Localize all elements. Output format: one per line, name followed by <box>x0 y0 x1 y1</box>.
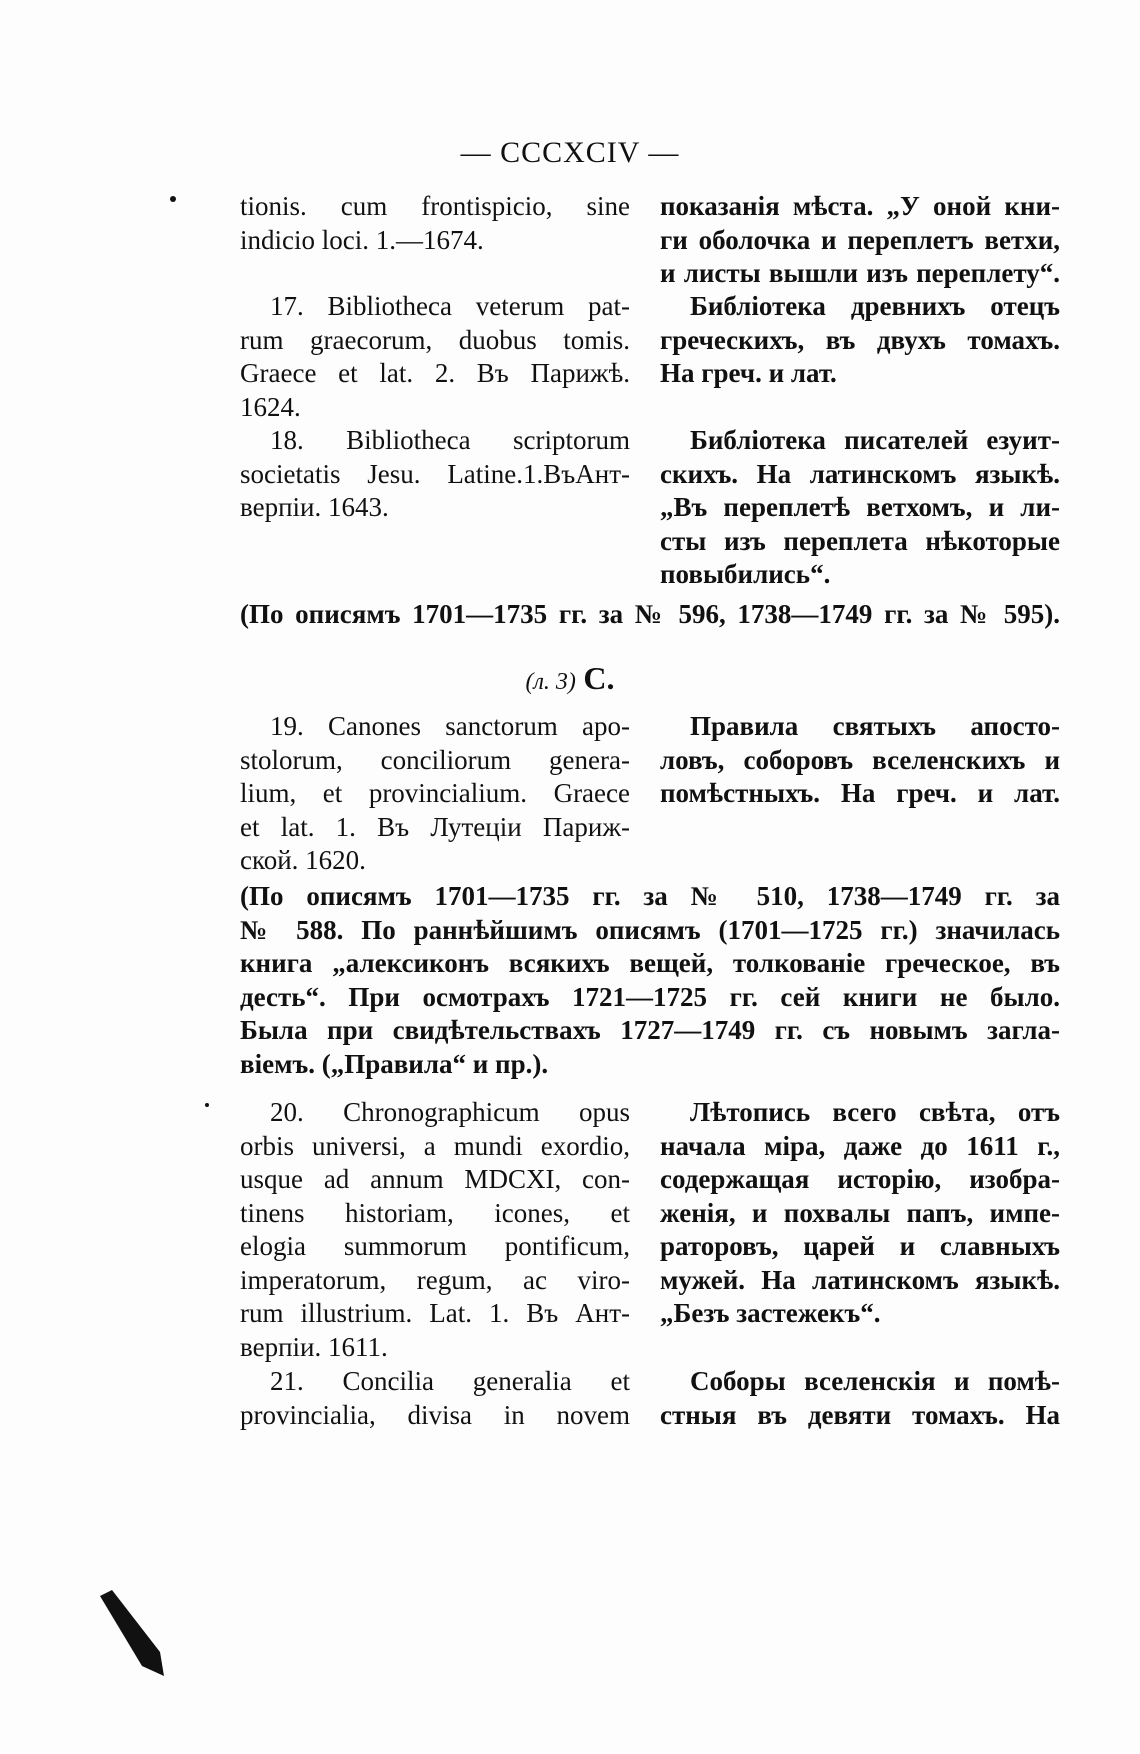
latin-column <box>240 1365 630 1432</box>
text-line: 17. Bibliotheca veterum pat- <box>270 291 630 321</box>
text-line: верпіи. 1643. <box>240 492 389 522</box>
text-line: скихъ. На латинскомъ языкѣ. <box>660 458 1060 489</box>
sheet-reference: (л. 3) <box>525 669 576 695</box>
scan-dot <box>170 196 176 202</box>
text-line: imperatorum, regum, ac viro- <box>240 1264 630 1295</box>
text-line: 19. Canones sanctorum apo- <box>270 711 630 741</box>
text-line: показанія мѣста. „У оной кни- <box>660 191 1060 221</box>
section-heading <box>0 660 1140 697</box>
text-line: книга „алексиконъ всякихъ вещей, толкованіе греческое, въ <box>240 948 1060 978</box>
text-line: Соборы вселенскія и помѣ- <box>690 1366 1060 1396</box>
text-line: На греч. и лат. <box>660 358 837 388</box>
russian-column <box>660 710 1060 811</box>
inventory-note <box>240 598 1060 632</box>
text-line: стныя въ девяти томахъ. На <box>660 1399 1060 1430</box>
text-line: помѣстныхъ. На греч. и лат. <box>660 778 1060 808</box>
text-line: „Въ переплетѣ ветхомъ, и ли- <box>660 492 1060 522</box>
text-line: societatis Jesu. Latine.1.ВъАнт- <box>240 458 630 489</box>
latin-column <box>240 424 630 525</box>
text-line: 21. Concilia generalia et <box>270 1366 630 1396</box>
text-line: № 588. По раннѣйшимъ описямъ (1701—1725 гг.) значилась <box>240 914 1060 945</box>
text-line: lium, et provincialium. Graece <box>240 778 630 808</box>
scan-dot <box>205 1103 209 1107</box>
text-line: верпіи. 1611. <box>240 1331 388 1362</box>
text-line: содержащая исторію, изобра- <box>660 1164 1060 1194</box>
text-line: usque ad annum MDCXI, con- <box>240 1164 630 1194</box>
text-line: (По описямъ 1701—1735 гг. за № 510, 1738—1749 гг. за <box>240 881 1060 911</box>
russian-column <box>660 1365 1060 1432</box>
text-line: 20. Chronographicum opus <box>270 1097 630 1127</box>
latin-column <box>240 710 630 878</box>
text-line: rum illustrium. Lat. 1. Въ Ант- <box>240 1298 630 1328</box>
text-line: мужей. На латинскомъ языкѣ. <box>660 1264 1060 1295</box>
text-line: Библіотека писателей езуит- <box>690 425 1060 455</box>
text-line: десть“. При осмотрахъ 1721—1725 гг. сей книги не было. <box>240 981 1060 1012</box>
scan-mark-shape <box>100 1590 164 1676</box>
text-line: 1624. <box>240 391 301 422</box>
text-line: ги оболочка и переплетъ ветхи, <box>660 224 1060 255</box>
russian-column <box>660 190 1060 291</box>
latin-column <box>240 290 630 424</box>
text-line: tinens historiam, icones, et <box>240 1197 630 1228</box>
text-line: provincialia, divisa in novem <box>240 1399 630 1430</box>
text-line: „Безъ застежекъ“. <box>660 1298 881 1328</box>
russian-column <box>660 1096 1060 1331</box>
text-line: Библіотека древнихъ отецъ <box>690 291 1060 321</box>
text-line: Graece et lat. 2. Въ Парижѣ. <box>240 358 630 388</box>
russian-column <box>660 290 1060 391</box>
section-letter: C. <box>583 660 615 696</box>
scan-mark <box>98 1590 168 1680</box>
text-line: Лѣтопись всего свѣта, отъ <box>690 1097 1060 1127</box>
text-line: rum graecorum, duobus tomis. <box>240 324 630 355</box>
text-line: tionis. cum frontispicio, sine <box>240 191 630 221</box>
text-line: начала міра, даже до 1611 г., <box>660 1130 1060 1161</box>
latin-column <box>240 1096 630 1364</box>
text-line: віемъ. („Правила“ и пр.). <box>240 1048 549 1079</box>
text-line: ской. 1620. <box>240 845 366 875</box>
inventory-note <box>240 880 1060 1081</box>
text-line: повыбились“. <box>660 559 831 589</box>
latin-column <box>240 190 630 257</box>
text-line: Была при свидѣтельствахъ 1727—1749 гг. съ новымъ загла- <box>240 1015 1060 1045</box>
text-line: сты изъ переплета нѣкоторые <box>660 525 1060 556</box>
text-line: stolorum, conciliorum genera- <box>240 744 630 775</box>
text-line: женія, и похвалы папъ, импе- <box>660 1197 1060 1228</box>
text-line: (По описямъ 1701—1735 гг. за № 596, 1738—1749 гг. за № 595). <box>240 599 1060 629</box>
text-line: et lat. 1. Въ Лутеціи Париж- <box>240 811 630 842</box>
text-line: 18. Bibliotheca scriptorum <box>270 425 630 455</box>
russian-column <box>660 424 1060 592</box>
text-line: греческихъ, въ двухъ томахъ. <box>660 324 1060 355</box>
text-line: раторовъ, царей и славныхъ <box>660 1231 1060 1261</box>
text-line: и листы вышли изъ переплету“. <box>660 258 1060 288</box>
text-line: orbis universi, a mundi exordio, <box>240 1130 630 1161</box>
page-number: — CCCXCIV — <box>460 136 680 169</box>
text-line: elogia summorum pontificum, <box>240 1231 630 1261</box>
text-line: Правила святыхъ апосто- <box>690 711 1060 741</box>
text-line: indicio loci. 1.—1674. <box>240 224 484 255</box>
text-line: ловъ, соборовъ вселенскихъ и <box>660 744 1060 775</box>
